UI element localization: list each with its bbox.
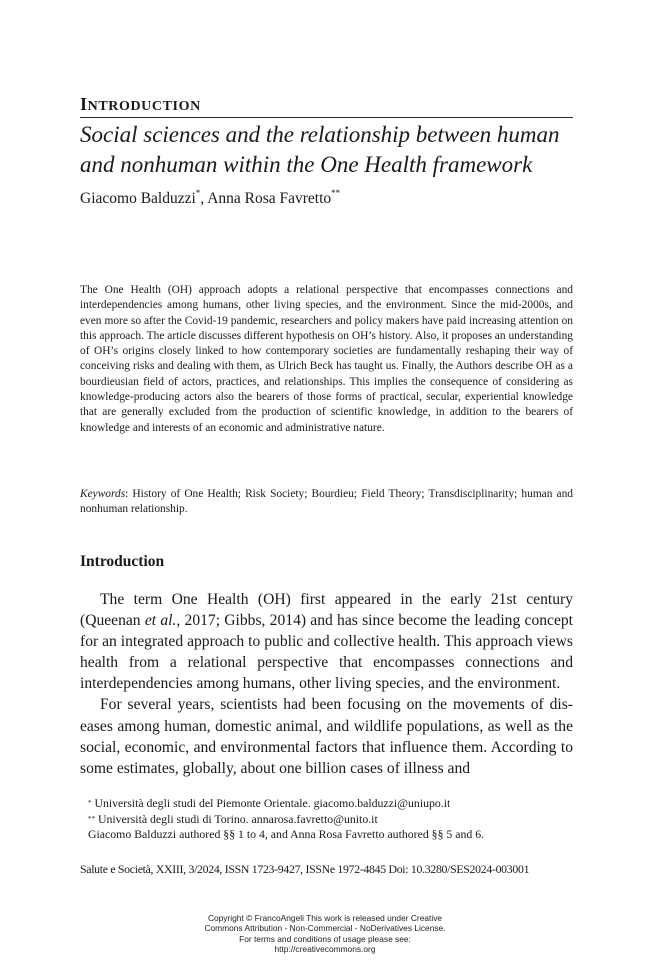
title-line-2: and nonhuman within the One Health framework <box>80 152 533 177</box>
section-label-initial: I <box>80 94 88 114</box>
paragraph-1-part-b: , 2017; Gibbs, 2014) and has since become the leading concept for an integrated approach to public and collective health. This approach views health from a relational perspective that encompasses connections and interdependencies among humans, other living species, and the environment. <box>80 612 574 693</box>
license-line-3: For terms and conditions of usage please see: <box>239 933 411 944</box>
footnote-1-text: Università degli studi del Piemonte Orientale. giacomo.balduzzi@uniupo.it <box>91 796 451 810</box>
license-line-1: Copyright © FrancoAngeli This work is released under Creative <box>207 913 443 923</box>
author-2: Anna Rosa Favretto <box>207 190 332 207</box>
abstract: The One Health (OH) approach adopts a relational perspective that encompasses connections and interdependencies among humans, other living species, and the environment. Since the mid-2000s, and even more so after the Covid-19 pandemic, researchers and policy makers have paid increasing attention on this approach. The article discusses different hypothesis on OH’s history. Also, it proposes an understanding of OH’s origins closely linked to how contemporary societies are fundamentally reshaping their way of conceiving risks and dealing with them, as Ulrich Beck has taught us. Finally, the Authors describe OH as a bourdieusian field of actors, practices, and relationships. This implies the consequence of considering as knowledge-producing actors also the bearers of those forms of practical, secular, experiential knowledge that are generally excluded from the production of scientific knowledge, in addition to the bearers of knowledge and interests of an economic and administrative nature. <box>80 284 573 434</box>
paragraph-1 <box>80 589 573 694</box>
citation-line: Salute e Società, XXIII, 3/2024, ISSN 1723-9427, ISSNe 1972-4845 Doi: 10.3280/SES2024-003001 <box>80 862 530 876</box>
section-label <box>80 94 201 115</box>
author-2-mark: ** <box>331 188 341 198</box>
footnote-1-mark: * <box>88 799 92 807</box>
section-label-rest: NTRODUCTION <box>87 99 201 114</box>
article-title <box>80 120 580 180</box>
license-line-4: http://creativecommons.org <box>274 944 376 955</box>
footnote-2-mark: ** <box>88 814 95 823</box>
header-rule <box>80 117 573 118</box>
author-separator: , <box>200 190 208 207</box>
body-text <box>80 589 573 779</box>
footnote-1 <box>88 796 573 812</box>
footnote-2-text: Università degli studi di Torino. annarosa.favretto@unito.it <box>95 811 378 826</box>
footnote-2 <box>88 812 573 828</box>
license-line-2: Commons Attribution - Non-Commercial - NoDerivatives License. <box>204 923 446 934</box>
author-line <box>80 190 340 208</box>
keywords-label: Keywords <box>80 488 126 500</box>
author-1: Giacomo Balduzzi <box>80 190 196 207</box>
paragraph-2: For several years, scientists had been focusing on the movements of diseases among human, domestic animal, and wildlife populations, as well as the social, economic, and environmental factors that influence them. According to some estimates, globally, about one billion cases of illness and <box>80 696 573 777</box>
introduction-heading: Introduction <box>80 553 165 570</box>
paragraph-1-et-al: et al. <box>144 612 177 630</box>
title-line-1: Social sciences and the relationship between human <box>80 122 560 147</box>
footnotes <box>88 796 573 843</box>
footnote-3: Giacomo Balduzzi authored §§ 1 to 4, and Anna Rosa Favretto authored §§ 5 and 6. <box>88 827 485 842</box>
keywords-text: : History of One Health; Risk Society; Bourdieu; Field Theory; Transdisciplinarity; human and nonhuman relationship. <box>80 488 573 516</box>
author-1-mark: * <box>195 188 201 198</box>
keywords <box>80 487 573 518</box>
license-notice <box>150 913 500 955</box>
paragraph-1-part-a: The term One Health (OH) first appeared in the early 21st century (Queenan <box>80 591 573 630</box>
